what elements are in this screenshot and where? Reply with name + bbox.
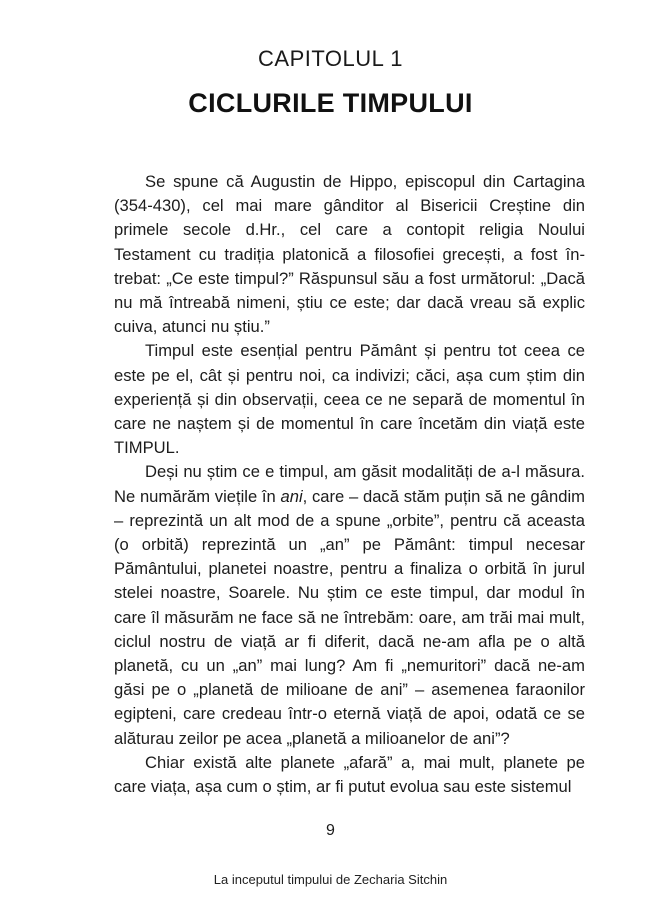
chapter-label: CAPITOLUL 1: [258, 46, 403, 71]
page-number: 9: [326, 822, 335, 839]
chapter-title: CICLURILE TIMPULUI: [188, 88, 473, 118]
paragraph-3-italic-word: ani: [280, 486, 303, 506]
footer-credit: La inceputul timpului de Zecharia Sitchin: [213, 872, 448, 887]
paragraph-3-part-2: , care – dacă stăm puțin să ne gândim – reprezintă un alt mod de a spune „orbite”, pentru că aceasta (o orbită) reprezintă un „an” pe Pământ: timpul necesar Pământului, planetei noastre, pentru a finaliza o orbită în jurul stelei noastre, Soarele. Nu știm ce este timpul, dar modul în care îl măsurăm ne face să ne întrebăm: oare, am trăi mai mult, ciclul nostru de viață ar fi diferit, dacă ne-am afla pe o altă planetă, cu un „an” mai lung? Am fi „nemuritori” dacă ne-am găsi pe o „planetă de milioane de ani” – asemenea faraonilor egipteni, care credeau într-o eternă viață de apoi, odată ce se alăturau zeilor pe acea „planetă a milioanelor de ani”?: [114, 486, 585, 748]
chapter-body: [114, 170, 585, 799]
paragraph-2: Timpul este esențial pentru Pământ și pentru tot ceea ce este pe el, cât și pentru noi, ca indivizi; căci, așa cum știm din experiență și din observații, ceea ce ne separă de momentul în care ne naștem și de momentul în care încetăm din viață este TIMPUL.: [114, 341, 585, 458]
paragraph-3: [114, 460, 585, 750]
paragraph-4: Chiar există alte planete „afară” a, mai mult, planete pe care viața, așa cum o știm, ar fi putut evolua sau este sistemul: [114, 752, 585, 797]
paragraph-1: Se spune că Augustin de Hippo, episcopul din Cartagina (354-430), cel mai mare gânditor al Bisericii Creștine din primele secole d.Hr., cel care a contopit religia Noului Testament cu tradiția platonică a filosofiei grecești, a fost întrebat: „Ce este timpul?” Răspunsul său a fost următorul: „Dacă nu mă întreabă nimeni, știu ce este; dar dacă vreau să explic cuiva, atunci nu știu.”: [114, 172, 585, 337]
paragraph-3-part-1: Deși nu știm ce e timpul, am găsit modalități de a-l măsura. Ne numărăm viețile în: [114, 462, 585, 506]
